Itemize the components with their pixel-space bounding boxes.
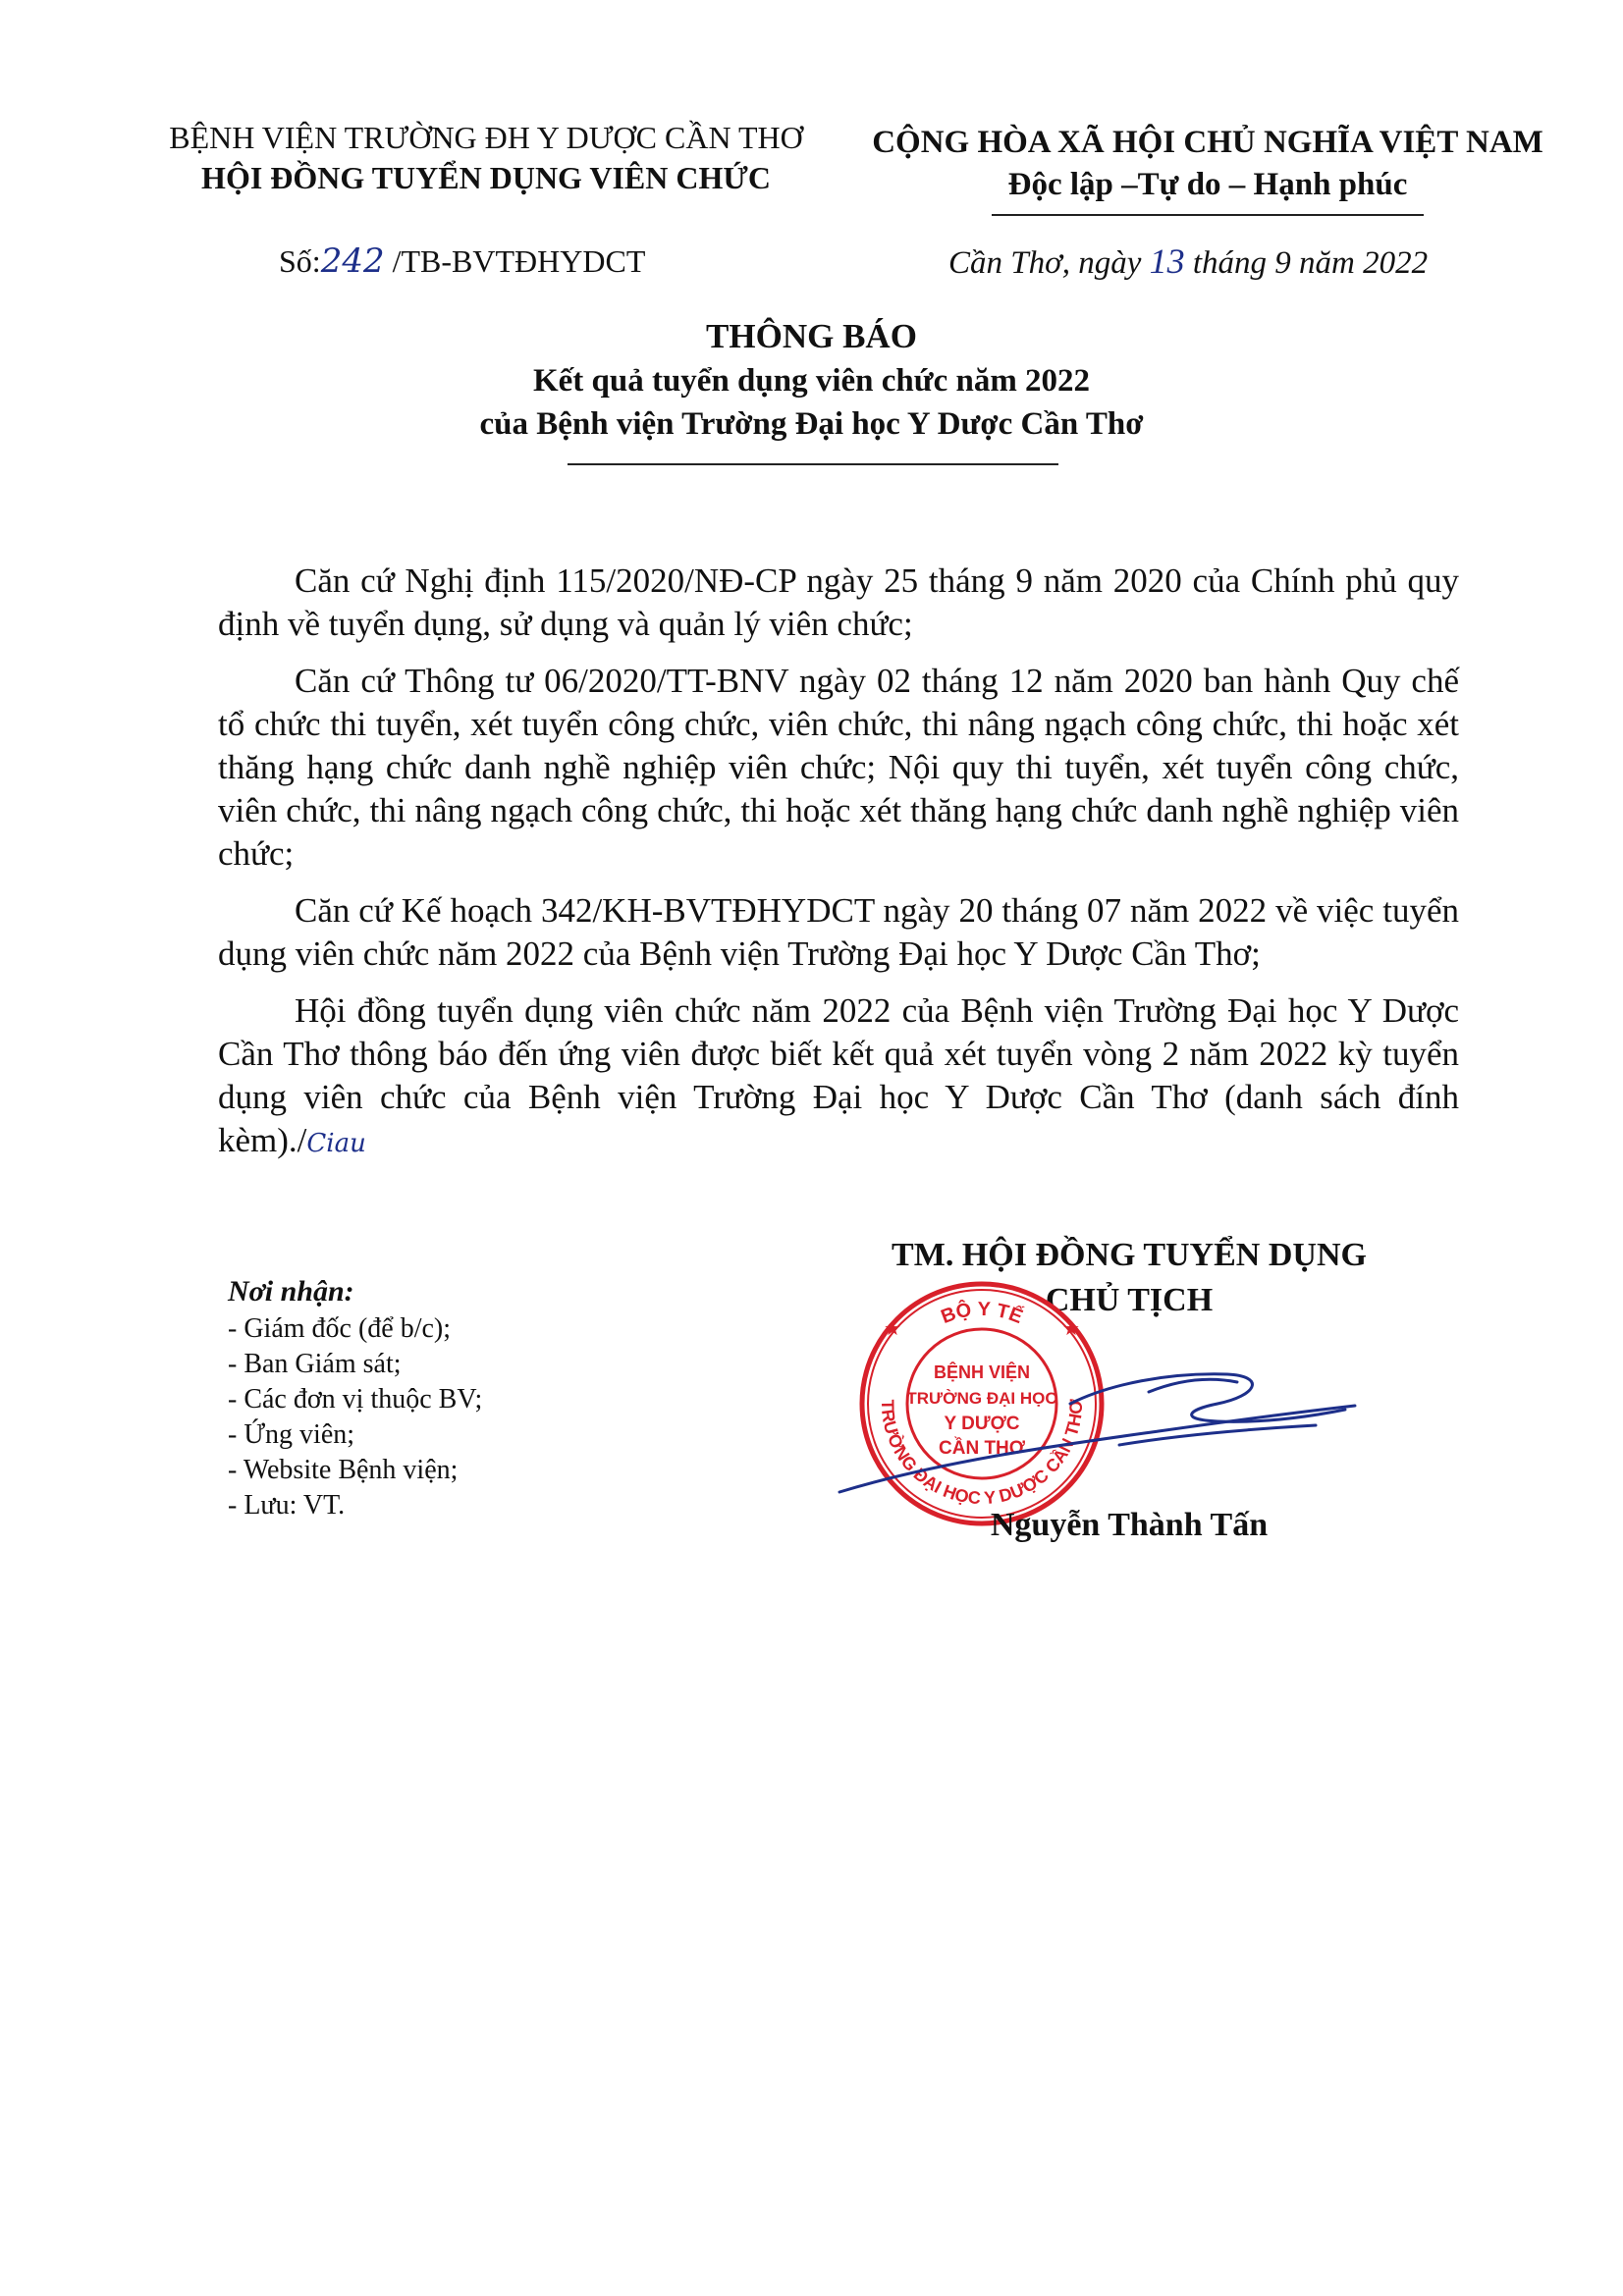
national-motto: Độc lập –Tự do – Hạnh phúc (1007, 167, 1408, 202)
recipient-item: - Lưu: VT. (228, 1490, 346, 1521)
signatory-title-line1: TM. HỘI ĐỒNG TUYỂN DỤNG (892, 1237, 1367, 1273)
recipients-heading: Nơi nhận: (228, 1275, 354, 1308)
document-number-suffix: /TB-BVTĐHYDCT (384, 243, 646, 279)
national-header (854, 122, 1561, 206)
motto-underline (992, 214, 1424, 216)
country-name: CỘNG HÒA XÃ HỘI CHỦ NGHĨA VIỆT NAM (872, 125, 1543, 160)
date-suffix: tháng 9 năm 2022 (1184, 245, 1429, 281)
title-line2: Kết quả tuyển dụng viên chức năm 2022 (532, 363, 1091, 399)
recipients-block (228, 1272, 482, 1523)
issuing-organization (128, 118, 844, 198)
date-prefix: Cần Thơ, ngày (948, 245, 1150, 281)
title-line1: THÔNG BÁO (706, 317, 917, 355)
stamp-center-line4: CẦN THƠ (939, 1438, 1025, 1459)
recipient-item: - Website Bệnh viện; (228, 1455, 459, 1485)
body-paragraph-4-text: Hội đồng tuyển dụng viên chức năm 2022 của Bệnh viện Trường Đại học Y Dược Cần Thơ thông báo đến ứng viên được biết kết quả xét tuyển vòng 2 năm 2022 kỳ tuyển dụng viên chức của Bệnh viện Trường Đại học Y Dược Cần Thơ (danh sách đính kèm)./ (218, 991, 1459, 1159)
document-title (0, 314, 1623, 446)
handwritten-signature (825, 1345, 1375, 1522)
recipient-item: - Giám đốc (để b/c); (228, 1313, 452, 1344)
document-number (279, 240, 645, 282)
body-paragraph-2: Căn cứ Thông tư 06/2020/TT-BNV ngày 02 tháng 12 năm 2020 ban hành Quy chế tổ chức thi tuyển, xét tuyển công chức, viên chức, thi nâng ngạch công chức, thi hoặc xét thăng hạng chức danh nghề nghiệp viên chức; Nội quy thi tuyển, xét tuyển công chức, viên chức, thi nâng ngạch công chức, thi hoặc xét thăng hạng chức danh nghề nghiệp viên chức; (218, 662, 1459, 873)
recipient-item: - Ứng viên; (228, 1419, 355, 1450)
signatory-title-line2: CHỦ TỊCH (1045, 1282, 1214, 1318)
body-paragraph-3: Căn cứ Kế hoạch 342/KH-BVTĐHYDCT ngày 20 tháng 07 năm 2022 về việc tuyển dụng viên chức năm 2022 của Bệnh viện Trường Đại học Y Dược Cần Thơ; (218, 891, 1459, 973)
initial-mark: Ciau (306, 1129, 366, 1158)
org-name-line1: BỆNH VIỆN TRƯỜNG ĐH Y DƯỢC CẦN THƠ (169, 120, 803, 155)
document-number-handwritten: 242 (320, 241, 385, 281)
recipient-item: - Các đơn vị thuộc BV; (228, 1384, 483, 1415)
stamp-star-icon: ★ (1062, 1318, 1080, 1340)
document-body (218, 560, 1459, 1179)
title-underline (568, 463, 1058, 465)
issue-date (948, 240, 1428, 284)
stamp-center-line1: BỆNH VIỆN (933, 1362, 1031, 1382)
council-name: HỘI ĐỒNG TUYỂN DỤNG VIÊN CHỨC (201, 160, 771, 195)
body-paragraph-4 (218, 989, 1459, 1165)
stamp-ring-bottom: TRƯỜNG ĐẠI HỌC Y DƯỢC CẦN THƠ (877, 1399, 1087, 1509)
stamp-center-line2: TRƯỜNG ĐẠI HỌC (906, 1389, 1057, 1408)
recipient-item: - Ban Giám sát; (228, 1349, 402, 1379)
stamp-center-line3: Y DƯỢC (944, 1414, 1020, 1434)
body-paragraph-1: Căn cứ Nghị định 115/2020/NĐ-CP ngày 25 tháng 9 năm 2020 của Chính phủ quy định về tuyển dụng, sử dụng và quản lý viên chức; (218, 561, 1459, 643)
document-number-prefix: Số: (279, 243, 321, 279)
date-day-handwritten: 13 (1149, 241, 1185, 281)
signatory-name: Nguyễn Thành Tấn (990, 1507, 1269, 1543)
stamp-ring-top: BỘ Y TẾ (938, 1298, 1026, 1329)
title-line3: của Bệnh viện Trường Đại học Y Dược Cần Thơ (479, 406, 1144, 442)
stamp-star-icon: ★ (884, 1318, 901, 1340)
